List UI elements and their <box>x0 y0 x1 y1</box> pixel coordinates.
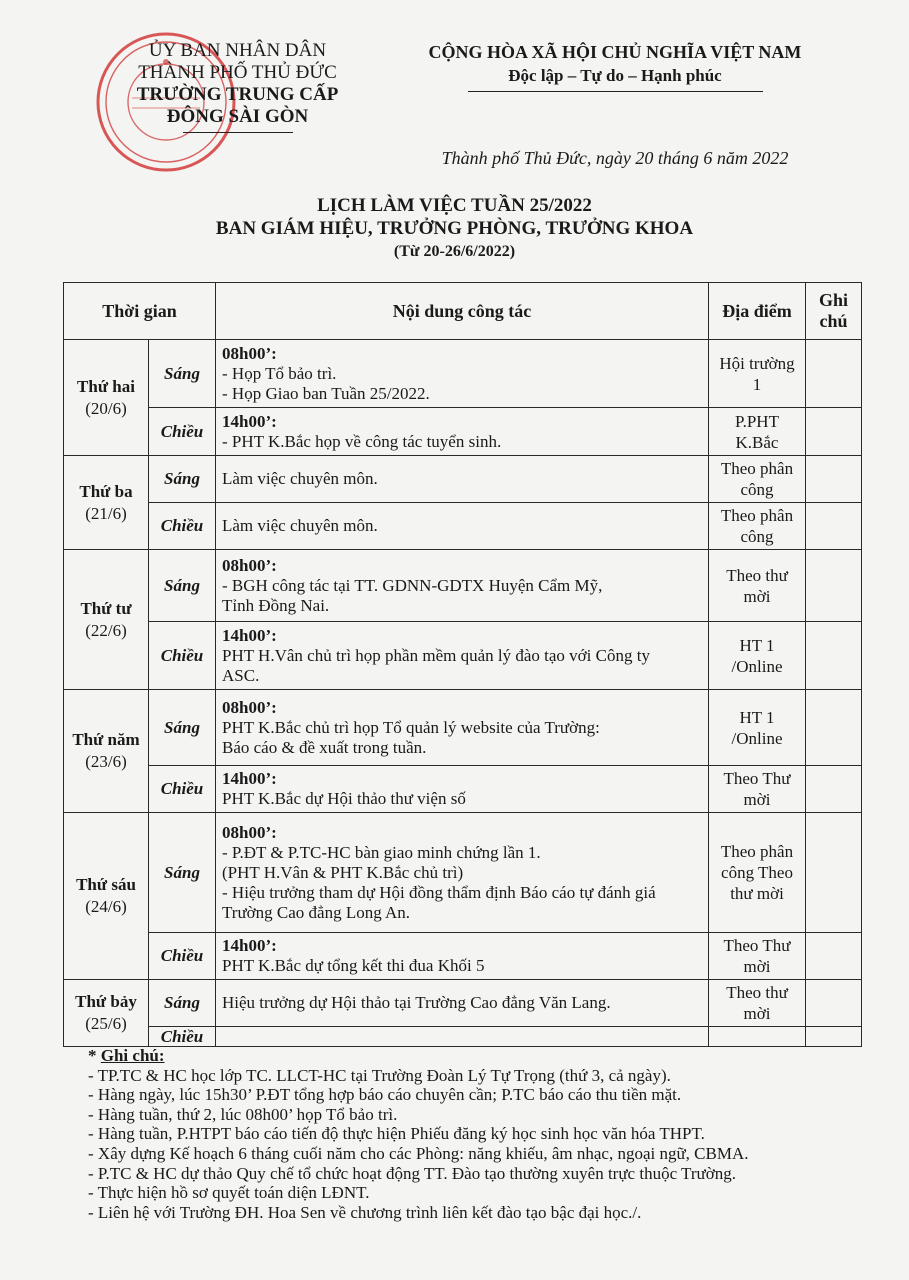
day-name: Thứ hai <box>77 376 135 396</box>
day-cell <box>64 340 149 456</box>
session-location: Theo thư mời <box>709 980 806 1027</box>
day-name: Thứ năm <box>72 730 140 749</box>
issuing-organization <box>105 40 370 133</box>
org-line-2: THÀNH PHỐ THỦ ĐỨC <box>138 62 337 83</box>
session-content <box>216 1027 709 1047</box>
session-location: P.PHT K.Bắc <box>709 408 806 456</box>
nation-name: CỘNG HÒA XÃ HỘI CHỦ NGHĨA VIỆT NAM <box>428 42 802 62</box>
session-note <box>806 456 862 503</box>
session-note <box>806 550 862 622</box>
content-line: PHT K.Bắc dự tổng kết thi đua Khối 5 <box>222 956 485 975</box>
session-note <box>806 690 862 766</box>
content-line: Làm việc chuyên môn. <box>222 516 378 535</box>
place-date: Thành phố Thủ Đức, ngày 20 tháng 6 năm 2022 <box>441 148 789 168</box>
date-range: (Từ 20-26/6/2022) <box>393 243 516 260</box>
session-location <box>709 1027 806 1047</box>
session-location: Theo thư mời <box>709 550 806 622</box>
session-note <box>806 622 862 690</box>
session-location: Theo Thư mời <box>709 766 806 813</box>
content-line: Làm việc chuyên môn. <box>222 469 378 488</box>
day-name: Thứ ba <box>79 481 133 501</box>
session-content <box>216 408 709 456</box>
content-line: - Họp Tổ bảo trì. <box>222 363 337 383</box>
table-header-row <box>64 283 862 340</box>
day-name: Thứ sáu <box>76 875 136 894</box>
table-row <box>64 766 862 813</box>
content-line: Trường Cao đẳng Long An. <box>222 902 411 922</box>
session-content <box>216 456 709 503</box>
content-line: PHT H.Vân chủ trì họp phần mềm quản lý đào tạo với Công ty <box>222 645 650 665</box>
session-content <box>216 622 709 690</box>
day-date: (25/6) <box>85 1014 127 1033</box>
table-row <box>64 456 862 503</box>
content-line: PHT K.Bắc chủ trì họp Tổ quản lý website của Trường: <box>222 717 600 737</box>
session-location: Theo phân công <box>709 456 806 503</box>
session-location: Theo phân công Theo thư mời <box>709 813 806 933</box>
school-line-1: TRƯỜNG TRUNG CẤP <box>136 84 339 105</box>
day-cell <box>64 980 149 1047</box>
session-label: Sáng <box>149 813 216 933</box>
session-content <box>216 766 709 813</box>
note-item: - Liên hệ với Trường ĐH. Hoa Sen về chương trình liên kết đào tạo bậc đại học./. <box>88 1202 642 1222</box>
table-row <box>64 690 862 766</box>
national-heading <box>380 40 850 92</box>
table-row <box>64 408 862 456</box>
school-line-2: ĐÔNG SÀI GÒN <box>166 106 309 127</box>
header-content: Nội dung công tác <box>216 283 709 340</box>
session-note <box>806 503 862 550</box>
session-content <box>216 690 709 766</box>
session-note <box>806 340 862 408</box>
session-label: Sáng <box>149 690 216 766</box>
session-note <box>806 408 862 456</box>
note-item: - P.TC & HC dự thảo Quy chế tổ chức hoạt động TT. Đào tạo thường xuyên trực thuộc Trường. <box>88 1163 736 1183</box>
day-cell <box>64 456 149 550</box>
session-content <box>216 980 709 1027</box>
session-label: Chiều <box>149 503 216 550</box>
session-label: Chiều <box>149 1027 216 1047</box>
content-line: Tỉnh Đồng Nai. <box>222 595 330 615</box>
session-time: 14h00’: <box>222 625 277 645</box>
note-item: - Hàng ngày, lúc 15h30’ P.ĐT tổng hợp báo cáo chuyên cần; P.TC báo cáo thu tiền mặt. <box>88 1085 682 1105</box>
session-location: HT 1 /Online <box>709 622 806 690</box>
day-date: (24/6) <box>85 897 127 916</box>
session-label: Sáng <box>149 456 216 503</box>
national-motto: Độc lập – Tự do – Hạnh phúc <box>508 66 722 85</box>
document-title: LỊCH LÀM VIỆC TUẦN 25/2022 <box>317 195 592 216</box>
day-date: (22/6) <box>85 620 127 640</box>
session-content <box>216 813 709 933</box>
day-cell <box>64 550 149 690</box>
note-item: - Thực hiện hồ sơ quyết toán diện LĐNT. <box>88 1183 370 1203</box>
note-item: - Hàng tuần, P.HTPT báo cáo tiến độ thực hiện Phiếu đăng ký học sinh học văn hóa THPT. <box>88 1124 705 1144</box>
day-cell <box>64 813 149 980</box>
session-location: Hội trường 1 <box>709 340 806 408</box>
header-location: Địa điểm <box>709 283 806 340</box>
session-time: 08h00’: <box>222 555 277 575</box>
content-line: - P.ĐT & P.TC-HC bàn giao minh chứng lần 1. <box>222 842 541 862</box>
session-time: 14h00’: <box>222 769 277 788</box>
session-label: Sáng <box>149 980 216 1027</box>
session-label: Chiều <box>149 622 216 690</box>
content-line: - Hiệu trưởng tham dự Hội đồng thẩm định Báo cáo tự đánh giá <box>222 882 656 902</box>
session-content <box>216 340 709 408</box>
session-note <box>806 980 862 1027</box>
note-item: - Hàng tuần, thứ 2, lúc 08h00’ họp Tổ bảo trì. <box>88 1104 398 1124</box>
table-row <box>64 622 862 690</box>
content-line: (PHT H.Vân & PHT K.Bắc chủ trì) <box>222 862 464 882</box>
session-note <box>806 813 862 933</box>
session-content <box>216 503 709 550</box>
motto-underline <box>468 91 763 92</box>
content-line: - Họp Giao ban Tuần 25/2022. <box>222 383 430 403</box>
session-location: Theo phân công <box>709 503 806 550</box>
schedule-body <box>64 340 862 1047</box>
document-subtitle: BAN GIÁM HIỆU, TRƯỞNG PHÒNG, TRƯỞNG KHOA <box>215 218 694 239</box>
schedule-table <box>63 282 862 1047</box>
header-time: Thời gian <box>64 283 216 340</box>
header-note: Ghi chú <box>806 283 862 340</box>
session-time: 14h00’: <box>222 411 277 431</box>
day-date: (20/6) <box>85 398 127 418</box>
session-time: 14h00’: <box>222 936 277 955</box>
notes-heading: Ghi chú: <box>100 1046 165 1065</box>
session-label: Chiều <box>149 933 216 980</box>
session-time: 08h00’: <box>222 343 277 363</box>
notes-star: * <box>88 1046 97 1065</box>
session-label: Sáng <box>149 340 216 408</box>
org-line-1: ỦY BAN NHÂN DÂN <box>148 40 327 61</box>
table-row <box>64 980 862 1027</box>
day-name: Thứ bảy <box>75 992 137 1011</box>
content-line: - PHT K.Bắc họp về công tác tuyển sinh. <box>222 431 502 451</box>
session-time: 08h00’: <box>222 697 277 717</box>
session-time: 08h00’: <box>222 822 277 842</box>
session-note <box>806 766 862 813</box>
table-row <box>64 340 862 408</box>
content-line: Hiệu trưởng dự Hội thảo tại Trường Cao đẳng Văn Lang. <box>222 993 611 1012</box>
session-content <box>216 550 709 622</box>
notes-list <box>88 1066 868 1223</box>
table-row <box>64 503 862 550</box>
note-item: - Xây dựng Kế hoạch 6 tháng cuối năm cho các Phòng: năng khiếu, âm nhạc, ngoại ngữ, CBMA. <box>88 1143 749 1163</box>
session-label: Chiều <box>149 408 216 456</box>
day-date: (23/6) <box>85 752 127 771</box>
session-label: Sáng <box>149 550 216 622</box>
session-location: Theo Thư mời <box>709 933 806 980</box>
session-label: Chiều <box>149 766 216 813</box>
note-item: - TP.TC & HC học lớp TC. LLCT-HC tại Trường Đoàn Lý Tự Trọng (thứ 3, cả ngày). <box>88 1065 671 1085</box>
org-underline <box>183 132 293 133</box>
session-content <box>216 933 709 980</box>
content-line: PHT K.Bắc dự Hội thảo thư viện số <box>222 789 466 808</box>
day-date: (21/6) <box>85 503 127 523</box>
table-row <box>64 813 862 933</box>
table-row <box>64 1027 862 1047</box>
table-row <box>64 933 862 980</box>
day-cell <box>64 690 149 813</box>
session-note <box>806 933 862 980</box>
session-note <box>806 1027 862 1047</box>
content-line: ASC. <box>222 665 260 685</box>
session-location: HT 1 /Online <box>709 690 806 766</box>
table-row <box>64 550 862 622</box>
day-name: Thứ tư <box>80 598 132 618</box>
notes-section <box>88 1046 868 1222</box>
content-line: - BGH công tác tại TT. GDNN-GDTX Huyện Cẩm Mỹ, <box>222 575 603 595</box>
content-line: Báo cáo & đề xuất trong tuần. <box>222 737 427 757</box>
